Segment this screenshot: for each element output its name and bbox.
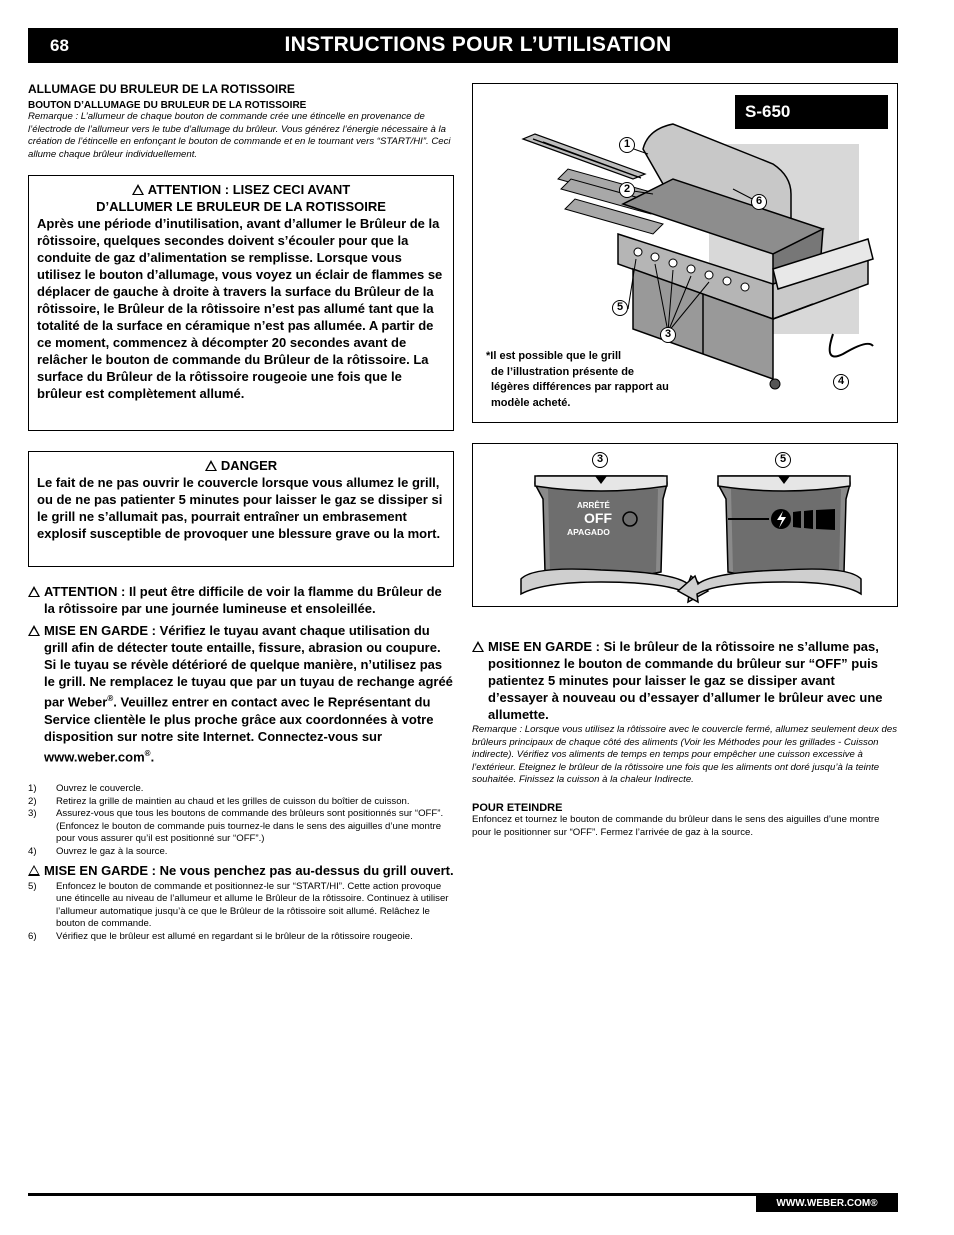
knob-arrete-label: ARRÊTÉ: [577, 501, 610, 510]
off-instructions: Enfoncez et tournez le bouton de commande du brûleur dans le sens des aiguilles d’une montre pour le positionner sur “OFF”. Fermez l’arrivée de gaz à la source.: [472, 813, 880, 838]
page-title: INSTRUCTIONS POUR L’UTILISATION: [284, 33, 672, 56]
list-item: 3) Assurez-vous que tous les boutons de commande des brûleurs sont positionnés sur “OFF”. (Enfoncez le bouton de commande puis tournez-le dans le sens des aiguilles d’une montre pour vous assurer qu’il est positionné sur “OFF”.): [28, 808, 444, 845]
callout-3: 3: [592, 452, 608, 468]
knob-off-label: OFF: [584, 510, 612, 526]
danger-box-title: DANGER: [37, 457, 445, 474]
list-item: 2) Retirez la grille de maintien au chaud et les grilles de cuisson du boîtier de cuisson.: [28, 795, 410, 807]
figure-caption: *Il est possible que le grill de l’illustration présente de légères différences par rapport au modèle acheté.: [486, 350, 669, 409]
danger-box: [28, 451, 454, 567]
warning-icon: [28, 865, 40, 876]
warning-icon: [472, 641, 484, 652]
callout-3: 3: [660, 327, 676, 343]
hose-warning: MISE EN GARDE : Vérifiez le tuyau avant chaque utilisation du grill afin de détecter toute entaille, fissure, abrasion ou coupure. Si le tuyau se révèle détérioré de quelque manière, n’utilisez pas le grill. Ne remplacez le tuyau que par un tuyau de rechange agréé par Weber®. Veuillez entrer en contact avec le Représentant du Service clientèle le plus proche grâce aux coordonnées à votre disposition sur notre site Internet. Connectez-vous sur www.weber.com®.: [28, 622, 454, 765]
remark-text: Remarque : Lorsque vous utilisez la rôtissoire avec le couvercle fermé, allumez seulement deux des brûleurs principaux de chaque côté des aliments (Voir les Méthodes pour les grillades - Cuisson indirecte). Vérifiez vos aliments de temps en temps pour empêcher une cuisson excessive à l’extérieur. Eteignez le brûleur de la rôtissoire une fois que les aliments ont doré jusqu’à la teinte souhaitée. Finissez la cuisson à la chaleur Indirecte.: [472, 724, 897, 786]
model-label: S-650: [735, 95, 888, 129]
page-header: [28, 28, 898, 63]
subsection-heading: BOUTON D’ALLUMAGE DU BRULEUR DE LA ROTISSOIRE: [28, 100, 307, 111]
attention-warning: ATTENTION : Il peut être difficile de voir la flamme du Brûleur de la rôtissoire par une journée lumineuse et ensoleillée.: [28, 583, 454, 617]
knob-apagado-label: APAGADO: [567, 527, 610, 537]
callout-1: 1: [619, 137, 635, 153]
callout-5: 5: [612, 300, 628, 316]
warning-icon: [132, 184, 144, 195]
list-item: 5) Enfoncez le bouton de commande et positionnez-le sur “START/HI”. Cette action provoque une étincelle au niveau de l’allumeur et allume le Brûleur de la rôtissoire. Continuez à utiliser l’allumeur automatique jusqu’à ce que le Brûleur de la rôtissoire soit allumé. Relâchez le bouton de commande.: [28, 880, 449, 930]
lean-warning: MISE EN GARDE : Ne vous penchez pas au-dessus du grill ouvert.: [28, 862, 454, 879]
footer-website: WWW.WEBER.COM®: [756, 1196, 898, 1212]
left-column: [28, 82, 454, 944]
grill-figure: [472, 83, 898, 423]
knob-illustration: [473, 444, 899, 608]
list-item: 6) Vérifiez que le brûleur est allumé en regardant si le brûleur de la rôtissoire rougeoie.: [28, 930, 413, 942]
danger-box-body: Le fait de ne pas ouvrir le couvercle lorsque vous allumez le grill, ou de ne pas patienter 5 minutes pour laisser le gaz se dissiper si le grill ne s’allumait pas, pourrait entraîner un embrasement explosif susceptible de provoquer une blessure grave ou la mort.: [37, 475, 443, 542]
steps-list-b: [28, 881, 454, 944]
attention-box: [28, 175, 454, 431]
section-heading: POUR ETEINDRE: [472, 801, 563, 814]
steps-list-a: [28, 783, 454, 859]
callout-6: 6: [751, 194, 767, 210]
page-number: 68: [50, 36, 69, 55]
knob-figure: [472, 443, 898, 607]
callout-4: 4: [833, 374, 849, 390]
warning-icon: [205, 460, 217, 471]
callout-5: 5: [775, 452, 791, 468]
callout-2: 2: [619, 182, 635, 198]
list-item: 1) Ouvrez le couvercle.: [28, 783, 144, 795]
right-column: [472, 638, 898, 839]
section-heading: ALLUMAGE DU BRULEUR DE LA ROTISSOIRE: [28, 82, 295, 96]
warning-icon: [28, 586, 40, 597]
relight-warning: MISE EN GARDE : Si le brûleur de la rôtissoire ne s’allume pas, positionnez le bouton de commande du brûleur sur “OFF” puis patientez 5 minutes pour laisser le gaz se dissiper avant d’essayer à nouveau ou d’essayer d’allumer le brûleur avec une allumette.: [472, 638, 898, 723]
attention-box-body: Après une période d’inutilisation, avant d’allumer le Brûleur de la rôtissoire, quelques secondes doivent s’écouler pour que la conduite de gaz d’alimentation se remplisse. Lorsque vous utilisez le bouton d’allumage, vous voyez un éclair de flammes se déplacer de gauche à droite à travers la surface du Brûleur de la rôtissoire, le Brûleur de la rôtissoire n’est pas allumé tant que la totalité de la surface en céramique n’est pas allumée. A partir de ce moment, commencez à décompter 20 secondes avant de relâcher le bouton de commande du Brûleur de la rôtissoire. La surface du Brûleur de la rôtissoire rougeoie une fois que le brûleur est complètement allumé.: [37, 216, 443, 402]
attention-box-title-2: D’ALLUMER LE BRULEUR DE LA ROTISSOIRE: [96, 199, 386, 215]
warning-icon: [28, 625, 40, 636]
list-item: 4) Ouvrez le gaz à la source.: [28, 846, 168, 857]
remark-text: Remarque : L’allumeur de chaque bouton de commande crée une étincelle en provenance de l’électrode de l’allumeur vers le tube d’allumage du brûleur. Vous générez l’énergie nécessaire à la création de l’étincelle en enfonçant le bouton de commande et en le tournant vers “START/HI”. Ceci allume chaque brûleur individuellement.: [28, 111, 451, 160]
attention-box-title: ATTENTION : LISEZ CECI AVANT: [37, 181, 445, 198]
